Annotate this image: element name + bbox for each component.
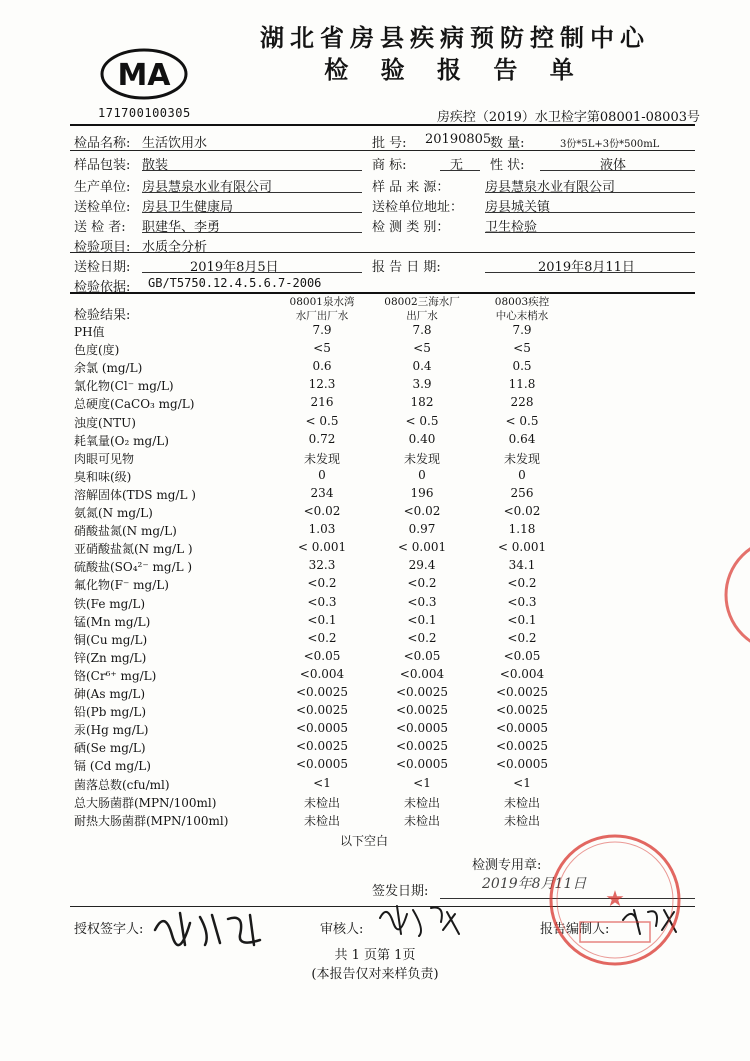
basis-label: 检验依据: bbox=[74, 280, 131, 295]
result-cell: 196 bbox=[410, 486, 434, 500]
brand-label: 商 标: bbox=[372, 158, 407, 173]
result-cell: <0.0025 bbox=[495, 739, 549, 753]
result-cell: 1.03 bbox=[308, 522, 336, 536]
result-cell: 1.18 bbox=[508, 522, 536, 536]
result-cell: <0.0005 bbox=[395, 721, 449, 735]
result-cell: <0.0025 bbox=[295, 685, 349, 699]
sample-name: 生活饮用水 bbox=[142, 136, 208, 151]
column-header-3: 08003疾控 中心末梢水 bbox=[494, 296, 550, 322]
sender: 房县卫生健康局 bbox=[142, 200, 234, 215]
result-row-name: 锌(Zn mg/L) bbox=[74, 651, 147, 665]
result-row-name: 耗氧量(O₂ mg/L) bbox=[74, 434, 169, 448]
result-cell: < 0.5 bbox=[305, 414, 339, 428]
column-header-1: 08001泉水湾 水厂出厂水 bbox=[289, 296, 355, 322]
seal-label: 检测专用章: bbox=[472, 858, 542, 873]
result-cell: <0.02 bbox=[303, 504, 341, 518]
result-cell: 未发现 bbox=[303, 452, 340, 466]
result-cell: 未检出 bbox=[303, 796, 340, 810]
result-row-name: 总大肠菌群(MPN/100ml) bbox=[74, 796, 217, 810]
result-cell: 未检出 bbox=[503, 796, 540, 810]
result-row-name: 氨氮(N mg/L) bbox=[74, 506, 153, 520]
result-cell: 29.4 bbox=[408, 558, 436, 572]
result-cell: < 0.001 bbox=[497, 540, 547, 554]
authorizer-label: 授权签字人: bbox=[74, 922, 144, 937]
result-cell: <1 bbox=[313, 776, 331, 790]
result-cell: 7.8 bbox=[412, 323, 432, 337]
svg-text:MA: MA bbox=[117, 58, 171, 93]
send-date-label: 送检日期: bbox=[74, 260, 131, 275]
document-title: 检 验 报 告 单 bbox=[324, 55, 586, 84]
project-label: 检验项目: bbox=[74, 240, 131, 255]
result-cell: <0.05 bbox=[303, 649, 341, 663]
result-cell: <0.2 bbox=[507, 576, 537, 590]
reviewer-label: 审核人: bbox=[320, 922, 364, 937]
result-cell: < 0.5 bbox=[405, 414, 439, 428]
result-cell: 7.9 bbox=[512, 323, 532, 337]
header-divider bbox=[70, 124, 695, 126]
producer-label: 生产单位: bbox=[74, 180, 131, 195]
result-cell: <0.0005 bbox=[495, 721, 549, 735]
result-row-name: 铬(Cr⁶⁺ mg/L) bbox=[74, 669, 157, 683]
result-cell: <5 bbox=[413, 341, 431, 355]
result-row-name: 肉眼可见物 bbox=[74, 452, 135, 466]
quantity-label: 数 量: bbox=[490, 136, 525, 151]
result-cell: 0.5 bbox=[512, 359, 532, 373]
result-cell: <0.0025 bbox=[395, 703, 449, 717]
results-label: 检验结果: bbox=[74, 308, 131, 323]
result-cell: <0.004 bbox=[399, 667, 445, 681]
batch-number: 20190805 bbox=[425, 132, 492, 147]
result-cell: <0.004 bbox=[299, 667, 345, 681]
result-row-name: 亚硝酸盐氮(N mg/L ) bbox=[74, 542, 193, 556]
result-row-name: 菌落总数(cfu/ml) bbox=[74, 778, 170, 792]
result-row-name: 浊度(NTU) bbox=[74, 416, 136, 430]
source-label: 样 品 来 源： bbox=[372, 180, 450, 195]
ma-certification-logo bbox=[100, 48, 188, 100]
result-cell: 0 bbox=[318, 468, 326, 482]
result-cell: <0.0025 bbox=[495, 703, 549, 717]
result-cell: <0.2 bbox=[507, 631, 537, 645]
result-cell: 未检出 bbox=[403, 796, 440, 810]
result-cell: <0.1 bbox=[507, 613, 537, 627]
organization-name: 湖北省房县疾病预防控制中心 bbox=[260, 23, 650, 52]
result-row-name: 色度(度) bbox=[74, 343, 120, 357]
result-cell: <0.3 bbox=[307, 595, 337, 609]
result-row-name: 锰(Mn mg/L) bbox=[74, 615, 151, 629]
result-cell: <0.0025 bbox=[295, 703, 349, 717]
result-cell: <0.004 bbox=[499, 667, 545, 681]
svg-text:★: ★ bbox=[605, 887, 625, 912]
partial-edge-stamp bbox=[722, 535, 750, 655]
result-cell: <0.0005 bbox=[495, 757, 549, 771]
result-cell: 0.4 bbox=[412, 359, 432, 373]
compiler-label: 报告编制人: bbox=[540, 922, 610, 937]
result-row-name: 溶解固体(TDS mg/L ) bbox=[74, 488, 196, 502]
result-row-name: 硝酸盐氮(N mg/L) bbox=[74, 524, 177, 538]
result-cell: <5 bbox=[313, 341, 331, 355]
result-cell: <0.2 bbox=[307, 631, 337, 645]
basis: GB/T5750.12.4.5.6.7-2006 bbox=[148, 276, 322, 290]
result-cell: 256 bbox=[510, 486, 534, 500]
result-cell: 未检出 bbox=[303, 814, 340, 828]
column-header-2: 08002三海水厂 出厂水 bbox=[384, 296, 460, 322]
nature-label: 性 状: bbox=[490, 158, 525, 173]
result-cell: 0.97 bbox=[408, 522, 436, 536]
result-cell: <0.0005 bbox=[395, 757, 449, 771]
result-row-name: 砷(As mg/L) bbox=[74, 687, 146, 701]
result-cell: 0 bbox=[518, 468, 526, 482]
result-cell: 234 bbox=[310, 486, 334, 500]
report-date: 2019年8月11日 bbox=[538, 260, 635, 275]
result-row-name: 氯化物(Cl⁻ mg/L) bbox=[74, 379, 174, 393]
result-row-name: 铜(Cu mg/L) bbox=[74, 633, 148, 647]
blank-below-note: 以下空白 bbox=[340, 834, 389, 848]
result-cell: <0.3 bbox=[407, 595, 437, 609]
report-date-label: 报 告 日 期: bbox=[372, 260, 441, 275]
result-row-name: 臭和味(级) bbox=[74, 470, 132, 484]
producer: 房县慧泉水业有限公司 bbox=[142, 180, 273, 195]
test-type: 卫生检验 bbox=[485, 220, 538, 235]
result-cell: 12.3 bbox=[308, 377, 336, 391]
packaging: 散装 bbox=[142, 158, 169, 173]
result-cell: 32.3 bbox=[308, 558, 336, 572]
result-cell: < 0.001 bbox=[297, 540, 347, 554]
result-cell: <0.2 bbox=[307, 576, 337, 590]
result-cell: 未发现 bbox=[403, 452, 440, 466]
result-cell: 228 bbox=[510, 395, 534, 409]
deliverer: 职建华、李勇 bbox=[142, 220, 221, 235]
result-cell: 未检出 bbox=[403, 814, 440, 828]
packaging-label: 样品包装: bbox=[74, 158, 131, 173]
result-cell: 0.6 bbox=[312, 359, 332, 373]
result-cell: <0.1 bbox=[307, 613, 337, 627]
result-cell: <0.0005 bbox=[295, 721, 349, 735]
result-cell: <0.05 bbox=[503, 649, 541, 663]
result-cell: < 0.001 bbox=[397, 540, 447, 554]
send-date: 2019年8月5日 bbox=[190, 260, 279, 275]
result-row-name: 余氯 (mg/L) bbox=[74, 361, 143, 375]
issue-date: 2019年8月11日 bbox=[482, 876, 587, 892]
source: 房县慧泉水业有限公司 bbox=[485, 180, 616, 195]
result-cell: 182 bbox=[410, 395, 434, 409]
deliverer-label: 送 检 者: bbox=[74, 220, 126, 235]
result-row-name: 总硬度(CaCO₃ mg/L) bbox=[74, 397, 195, 411]
result-cell: <0.05 bbox=[403, 649, 441, 663]
result-row-name: 铁(Fe mg/L) bbox=[74, 597, 146, 611]
result-cell: 0.72 bbox=[308, 432, 336, 446]
result-cell: <1 bbox=[413, 776, 431, 790]
result-cell: 0.40 bbox=[408, 432, 436, 446]
result-row-name: 氟化物(F⁻ mg/L) bbox=[74, 578, 169, 592]
inspection-seal-stamp bbox=[545, 830, 685, 970]
test-type-label: 检 测 类 别： bbox=[372, 220, 450, 235]
result-row-name: 硫酸盐(SO₄²⁻ mg/L ) bbox=[74, 560, 193, 574]
result-cell: <0.2 bbox=[407, 631, 437, 645]
issue-date-label: 签发日期: bbox=[372, 884, 429, 899]
certification-code: 171700100305 bbox=[98, 106, 191, 120]
nature: 液体 bbox=[600, 158, 627, 173]
result-cell: <0.2 bbox=[407, 576, 437, 590]
result-cell: <5 bbox=[513, 341, 531, 355]
result-cell: <0.02 bbox=[403, 504, 441, 518]
result-row-name: 硒(Se mg/L) bbox=[74, 741, 146, 755]
result-cell: <1 bbox=[513, 776, 531, 790]
reviewer-signature bbox=[375, 900, 470, 940]
sender-address: 房县城关镇 bbox=[485, 200, 551, 215]
result-cell: <0.1 bbox=[407, 613, 437, 627]
result-cell: <0.0025 bbox=[395, 685, 449, 699]
result-row-name: 镉 (Cd mg/L) bbox=[74, 759, 151, 773]
result-cell: 0.64 bbox=[508, 432, 536, 446]
result-cell: <0.3 bbox=[507, 595, 537, 609]
result-cell: 3.9 bbox=[412, 377, 432, 391]
quantity: 3份*5L+3份*500mL bbox=[560, 139, 660, 150]
result-row-name: 耐热大肠菌群(MPN/100ml) bbox=[74, 814, 229, 828]
result-cell: <0.0025 bbox=[295, 739, 349, 753]
batch-label: 批 号: bbox=[372, 136, 407, 151]
result-cell: <0.0025 bbox=[495, 685, 549, 699]
result-cell: <0.02 bbox=[503, 504, 541, 518]
result-cell: 11.8 bbox=[508, 377, 536, 391]
result-row-name: 铅(Pb mg/L) bbox=[74, 705, 147, 719]
result-row-name: 汞(Hg mg/L) bbox=[74, 723, 149, 737]
disclaimer: (本报告仅对来样负责) bbox=[311, 967, 439, 982]
result-cell: 0 bbox=[418, 468, 426, 482]
result-cell: <0.0025 bbox=[395, 739, 449, 753]
project: 水质全分析 bbox=[142, 240, 208, 255]
result-cell: < 0.5 bbox=[505, 414, 539, 428]
brand: 无 bbox=[450, 158, 464, 173]
sender-label: 送检单位: bbox=[74, 200, 131, 215]
sample-name-label: 检品名称: bbox=[74, 136, 131, 151]
result-cell: 34.1 bbox=[508, 558, 536, 572]
result-cell: 未检出 bbox=[503, 814, 540, 828]
sender-address-label: 送检单位地址： bbox=[372, 200, 464, 215]
result-cell: 7.9 bbox=[312, 323, 332, 337]
result-cell: 216 bbox=[310, 395, 334, 409]
report-number: 房疾控（2019）水卫检字第08001-08003号 bbox=[436, 110, 700, 125]
result-cell: 未发现 bbox=[503, 452, 540, 466]
result-cell: <0.0005 bbox=[295, 757, 349, 771]
page-count: 共 1 页第 1页 bbox=[334, 948, 416, 963]
result-row-name: PH值 bbox=[74, 325, 105, 339]
